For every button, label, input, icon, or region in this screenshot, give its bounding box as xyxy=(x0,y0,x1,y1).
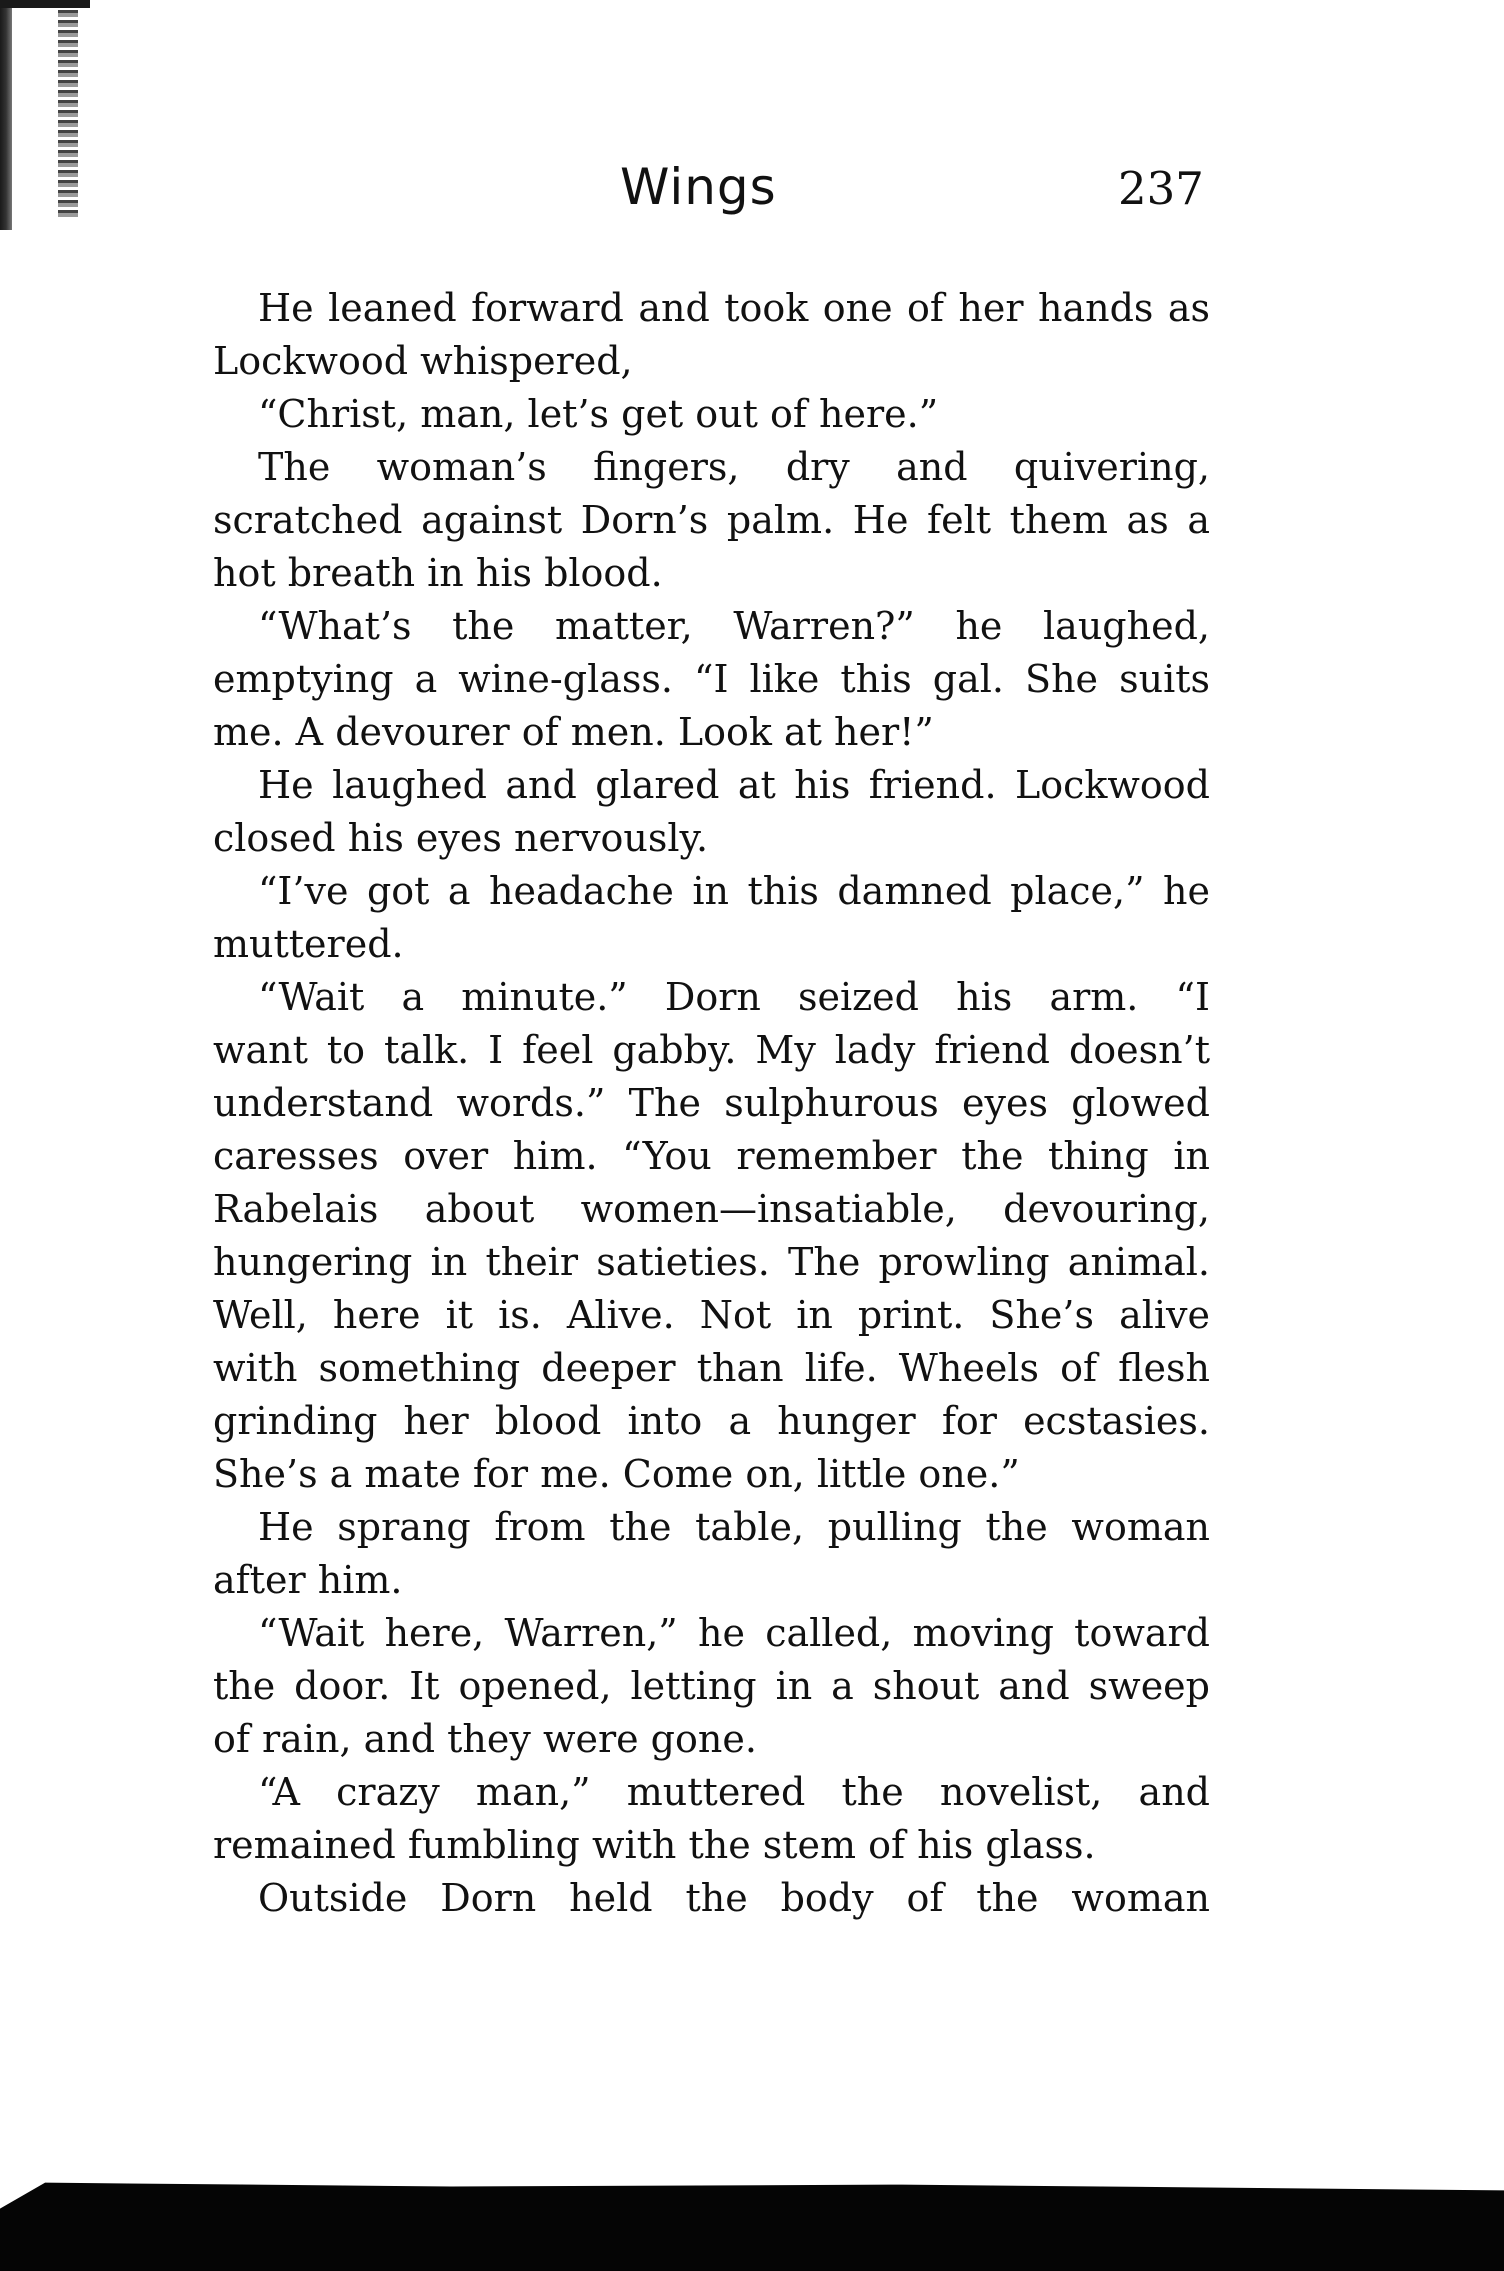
running-title: Wings xyxy=(620,158,777,216)
text-line: “Wait a minute.” Dorn seized his arm. “I xyxy=(258,975,1210,1019)
text-line: closed his eyes nervously. xyxy=(213,816,709,860)
text-line: Outside Dorn held the body of the woman xyxy=(258,1876,1210,1920)
text-line: grinding her blood into a hunger for ecstasies. xyxy=(213,1399,1210,1443)
text-line: He leaned forward and took one of her hands as xyxy=(258,286,1210,330)
text-line: me. A devourer of men. Look at her!” xyxy=(213,710,934,754)
text-line: Rabelais about women—insatiable, devouring, xyxy=(213,1187,1210,1231)
body-text xyxy=(213,282,1210,1925)
text-line: “Christ, man, let’s get out of here.” xyxy=(258,392,939,436)
text-line: of rain, and they were gone. xyxy=(213,1717,757,1761)
text-line: emptying a wine-glass. “I like this gal. She suits xyxy=(213,657,1210,701)
text-line: after him. xyxy=(213,1558,403,1602)
text-line: hot breath in his blood. xyxy=(213,551,663,595)
text-line: caresses over him. “You remember the thing in xyxy=(213,1134,1210,1178)
page-header xyxy=(0,158,1504,228)
text-line: want to talk. I feel gabby. My lady friend doesn’t xyxy=(213,1028,1210,1072)
scan-edge-bottom xyxy=(0,2175,1504,2271)
text-line: The woman’s fingers, dry and quivering, xyxy=(258,445,1210,489)
text-line: “What’s the matter, Warren?” he laughed, xyxy=(258,604,1210,648)
text-line: He laughed and glared at his friend. Lockwood xyxy=(258,763,1210,807)
text-line: hungering in their satieties. The prowling animal. xyxy=(213,1240,1210,1284)
text-line: scratched against Dorn’s palm. He felt them as a xyxy=(213,498,1210,542)
page-number: 237 xyxy=(1118,162,1204,215)
text-line: muttered. xyxy=(213,922,404,966)
text-line: Lockwood whispered, xyxy=(213,339,633,383)
scan-edge-top xyxy=(0,0,90,8)
text-line: with something deeper than life. Wheels of flesh xyxy=(213,1346,1210,1390)
text-line: the door. It opened, letting in a shout and sweep xyxy=(213,1664,1210,1708)
text-line: remained fumbling with the stem of his glass. xyxy=(213,1823,1096,1867)
text-line: She’s a mate for me. Come on, little one.” xyxy=(213,1452,1020,1496)
text-line: Well, here it is. Alive. Not in print. She’s alive xyxy=(213,1293,1210,1337)
text-line: “A crazy man,” muttered the novelist, and xyxy=(258,1770,1210,1814)
text-line: “I’ve got a headache in this damned place,” he xyxy=(258,869,1210,913)
text-line: understand words.” The sulphurous eyes glowed xyxy=(213,1081,1210,1125)
text-line: He sprang from the table, pulling the woman xyxy=(258,1505,1210,1549)
text-line: “Wait here, Warren,” he called, moving toward xyxy=(258,1611,1210,1655)
